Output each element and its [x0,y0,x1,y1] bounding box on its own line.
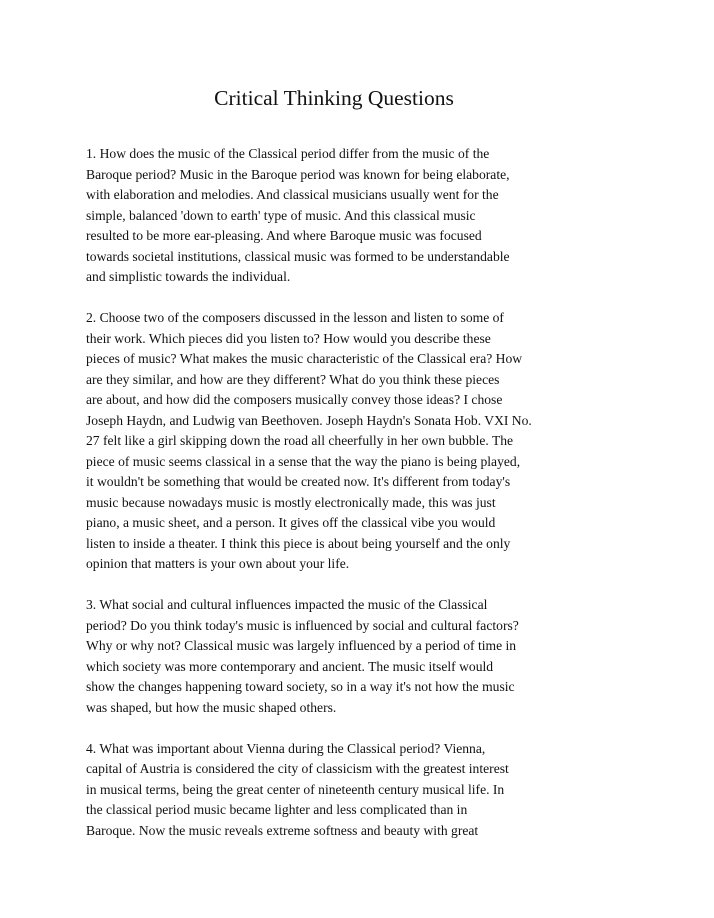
text-line: 3. What social and cultural influences impacted the music of the Classical [86,597,488,612]
text-line: opinion that matters is your own about your life. [86,556,350,571]
text-line: period? Do you think today's music is influenced by social and cultural factors? [86,617,519,633]
question-paragraph-2 [86,308,666,575]
text-line: 1. How does the music of the Classical period differ from the music of the [86,146,490,161]
text-line: Why or why not? Classical music was largely influenced by a period of time in [86,638,517,653]
text-line: are about, and how did the composers musically convey those ideas? I chose [86,392,503,407]
text-line: resulted to be more ear-pleasing. And where Baroque music was focused [86,228,482,243]
text-line: Baroque. Now the music reveals extreme softness and beauty with great [86,822,479,838]
text-line: simple, balanced 'down to earth' type of music. And this classical music [86,207,476,223]
question-paragraph-1 [86,144,666,288]
text-line: 27 felt like a girl skipping down the road all cheerfully in her own bubble. The [86,433,514,448]
text-line: capital of Austria is considered the city of classicism with the greatest interest [86,761,509,776]
text-line: are they similar, and how are they different? What do you think these pieces [86,371,500,387]
text-line: and simplistic towards the individual. [86,269,291,284]
question-paragraph-4 [86,739,666,842]
text-line: was shaped, but how the music shaped others. [86,699,337,715]
text-line: music because nowadays music is mostly electronically made, this was just [86,494,496,510]
text-line: it wouldn't be something that would be created now. It's different from today's [86,474,511,489]
text-line: 2. Choose two of the composers discussed in the lesson and listen to some of [86,310,504,325]
document-body [86,144,666,862]
text-line: piece of music seems classical in a sense that the way the piano is being played, [86,453,521,469]
text-line: listen to inside a theater. I think this piece is about being yourself and the only [86,535,511,551]
text-line: Baroque period? Music in the Baroque period was known for being elaborate, [86,166,510,182]
question-paragraph-3 [86,595,666,718]
text-line: 4. What was important about Vienna during the Classical period? Vienna, [86,740,486,756]
text-line: with elaboration and melodies. And classical musicians usually went for the [86,187,499,202]
text-line: which society was more contemporary and ancient. The music itself would [86,658,494,674]
text-line: show the changes happening toward society, so in a way it's not how the music [86,679,515,694]
text-line: piano, a music sheet, and a person. It gives off the classical vibe you would [86,515,496,530]
text-line: their work. Which pieces did you listen to? How would you describe these [86,330,491,346]
text-line: towards societal institutions, classical music was formed to be understandable [86,248,510,264]
text-line: pieces of music? What makes the music characteristic of the Classical era? How [86,351,523,366]
text-line: Joseph Haydn, and Ludwig van Beethoven. Joseph Haydn's Sonata Hob. VXI No. [86,412,532,428]
text-line: in musical terms, being the great center of nineteenth century musical life. In [86,781,505,797]
text-line: the classical period music became lighter and less complicated than in [86,802,468,817]
page-title: Critical Thinking Questions [214,86,454,110]
